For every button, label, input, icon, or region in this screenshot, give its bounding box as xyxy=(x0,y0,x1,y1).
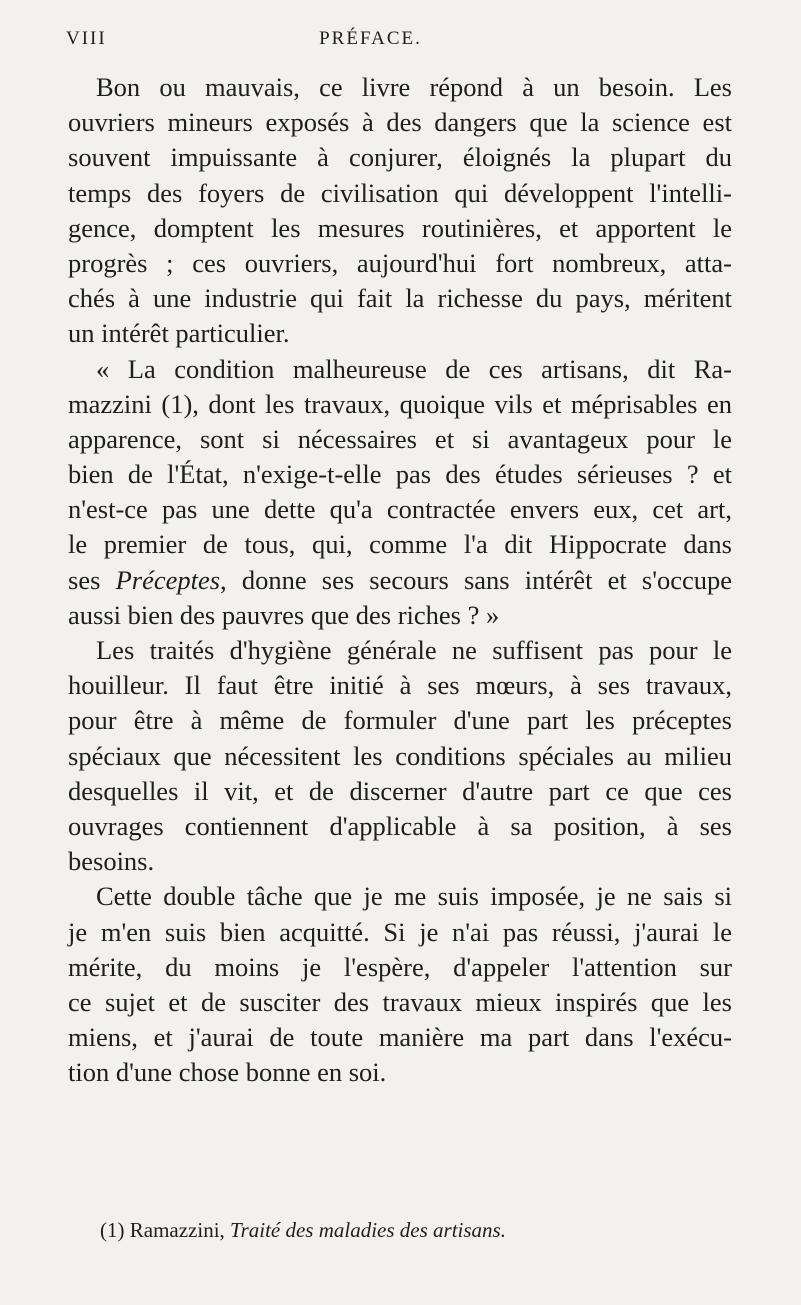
text-line: le premier de tous, qui, comme l'a dit Hippocrate dans xyxy=(68,529,732,560)
text-line: miens, et j'aurai de toute manière ma part dans l'exécu- xyxy=(68,1022,732,1053)
text-line: ouvrages contiennent d'applicable à sa position, à ses xyxy=(68,810,732,841)
text-line: un intérêt particulier. xyxy=(68,318,290,349)
text-line: Bon ou mauvais, ce livre répond à un besoin. Les xyxy=(96,72,732,102)
footnote xyxy=(100,1218,506,1243)
text-line: pour être à même de formuler d'une part les préceptes xyxy=(68,705,732,736)
footnote-author: Ramazzini, xyxy=(129,1218,225,1242)
text-line: besoins. xyxy=(68,846,155,877)
line-segment: ses xyxy=(68,564,116,595)
text-line: temps des foyers de civilisation qui développent l'intelli- xyxy=(68,177,732,208)
text-line: aussi bien des pauvres que des riches ? » xyxy=(68,599,500,630)
text-line: Cette double tâche que je me suis imposée, je ne sais si xyxy=(96,881,732,912)
book-title-italic: Préceptes xyxy=(115,564,221,595)
text-line: houilleur. Il faut être initié à ses mœurs, à ses travaux, xyxy=(68,670,732,701)
paragraph xyxy=(68,70,732,352)
body-text xyxy=(68,70,732,1090)
text-line: souvent impuissante à conjurer, éloignés la plupart du xyxy=(68,142,732,173)
text-line: tion d'une chose bonne en soi. xyxy=(68,1057,387,1088)
text-line: mazzini (1), dont les travaux, quoique vils et méprisables en xyxy=(68,388,732,419)
text-line: desquelles il vit, et de discerner d'autre part ce que ces xyxy=(68,775,732,806)
running-head xyxy=(66,28,735,58)
footnote-marker: (1) xyxy=(100,1218,125,1242)
text-line: mérite, du moins je l'espère, d'appeler l'attention sur xyxy=(68,951,732,982)
paragraph xyxy=(68,352,732,634)
text-line xyxy=(68,563,732,598)
text-line: n'est-ce pas une dette qu'a contractée envers eux, cet art, xyxy=(68,494,732,525)
text-line: gence, domptent les mesures routinières, et apportent le xyxy=(68,212,732,243)
text-line: « La condition malheureuse de ces artisans, dit Ra- xyxy=(96,353,732,384)
text-line: apparence, sont si nécessaires et si avantageux pour le xyxy=(68,423,732,454)
text-line: je m'en suis bien acquitté. Si je n'ai pas réussi, j'aurai le xyxy=(68,916,732,947)
footnote-title: Traité des maladies des artisans. xyxy=(230,1218,506,1242)
page-number: VIII xyxy=(66,28,107,49)
text-line: Les traités d'hygiène générale ne suffisent pas pour le xyxy=(96,635,732,665)
text-line: chés à une industrie qui fait la richesse du pays, méritent xyxy=(68,283,732,314)
text-line: spéciaux que nécessitent les conditions spéciales au milieu xyxy=(68,740,732,771)
text-line: bien de l'État, n'exige-t-elle pas des études sérieuses ? et xyxy=(68,459,732,490)
running-title: PRÉFACE. xyxy=(319,28,422,49)
paragraph xyxy=(68,633,732,879)
line-segment: , donne ses secours sans intérêt et s'occupe xyxy=(220,564,733,595)
text-line: ouvriers mineurs exposés à des dangers que la science est xyxy=(68,107,732,138)
text-line: ce sujet et de susciter des travaux mieux inspirés que les xyxy=(68,986,732,1017)
paragraph xyxy=(68,879,732,1090)
text-line: progrès ; ces ouvriers, aujourd'hui fort nombreux, atta- xyxy=(68,247,732,278)
